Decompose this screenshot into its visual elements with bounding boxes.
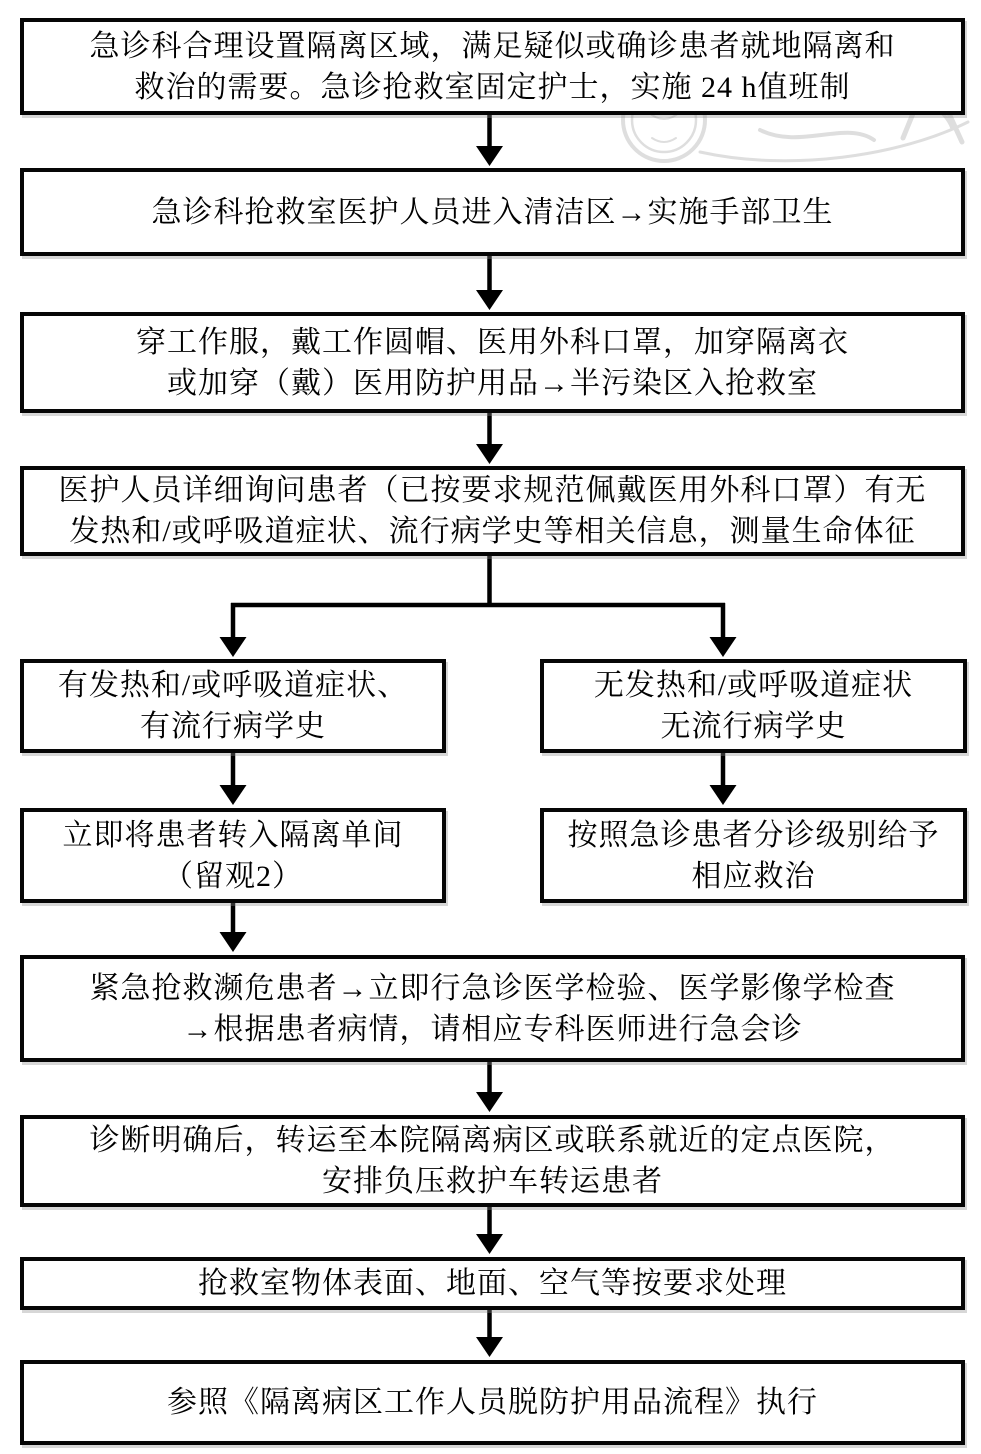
node-text-line: →根据患者病情，请相应专科医师进行急会诊 (182, 1012, 803, 1046)
arrow-setup-to-clean-area (476, 113, 503, 166)
flow-node-enter-clean-area (20, 168, 965, 256)
arrow-disinfection-to-doffing (476, 1308, 503, 1357)
arrow-transfer-to-disinfection (476, 1205, 503, 1254)
node-text-line: 相应救治 (691, 859, 816, 893)
flow-node-has-symptoms (20, 659, 446, 753)
arrow-clean-area-to-don-ppe (476, 254, 503, 310)
flow-node-transfer-isolation-room (20, 808, 446, 903)
node-text-line: 急诊科抢救室医护人员进入清洁区→实施手部卫生 (151, 195, 834, 229)
flow-node-triage-treatment (540, 808, 967, 903)
node-text-line: 有发热和/或呼吸道症状、 (57, 669, 409, 702)
flow-node-transfer-hospital (20, 1115, 965, 1207)
node-text-line: 发热和/或呼吸道症状、流行病学史等相关信息，测量生命体征 (69, 515, 916, 548)
node-text-line: 无发热和/或呼吸道症状 (593, 669, 914, 702)
node-text-line: 安排负压救护车转运患者 (322, 1165, 663, 1198)
branch-connector (220, 554, 737, 657)
flow-node-don-ppe (20, 312, 965, 413)
node-text-line: 救治的需要。急诊抢救室固定护士，实施 24 h值班制 (134, 70, 851, 104)
node-text-line: 参照《隔离病区工作人员脱防护用品流程》执行 (167, 1386, 818, 1419)
arrow-no-symptoms-to-triage (710, 751, 737, 805)
arrow-symptoms-to-isolation-room (220, 751, 247, 805)
arrow-isolation-room-to-rescue (220, 901, 247, 952)
node-text-line: 急诊科合理设置隔离区域，满足疑似或确诊患者就地隔离和 (89, 29, 896, 63)
node-text-line: 医护人员详细询问患者（已按要求规范佩戴医用外科口罩）有无 (58, 474, 927, 507)
flow-node-doffing-procedure (20, 1360, 965, 1445)
node-text-line: 按照急诊患者分诊级别给予 (567, 818, 940, 852)
node-text-line: 抢救室物体表面、地面、空气等按要求处理 (198, 1267, 787, 1300)
arrow-rescue-to-transfer (476, 1060, 503, 1112)
flow-node-room-disinfection (20, 1257, 965, 1310)
arrow-don-ppe-to-inquiry (476, 411, 503, 464)
node-text-line: 诊断明确后，转运至本院隔离病区或联系就近的定点医院， (89, 1124, 896, 1157)
flow-node-isolation-area-setup (20, 18, 965, 115)
node-text-line: 穿工作服，戴工作圆帽、医用外科口罩，加穿隔离衣 (136, 325, 849, 359)
node-text-line: （留观2） (163, 859, 303, 893)
node-text-line: 立即将患者转入隔离单间 (62, 818, 404, 852)
node-text-line: 有流行病学史 (140, 710, 326, 743)
node-text-line: 无流行病学史 (660, 710, 847, 743)
node-text-line: 或加穿（戴）医用防护用品→半污染区入抢救室 (167, 366, 818, 400)
node-text-line: 紧急抢救濒危患者→立即行急诊医学检验、医学影像学检查 (89, 971, 896, 1005)
flow-node-emergency-rescue (20, 955, 965, 1062)
flow-node-no-symptoms (540, 659, 967, 753)
flow-node-patient-inquiry (20, 466, 965, 556)
